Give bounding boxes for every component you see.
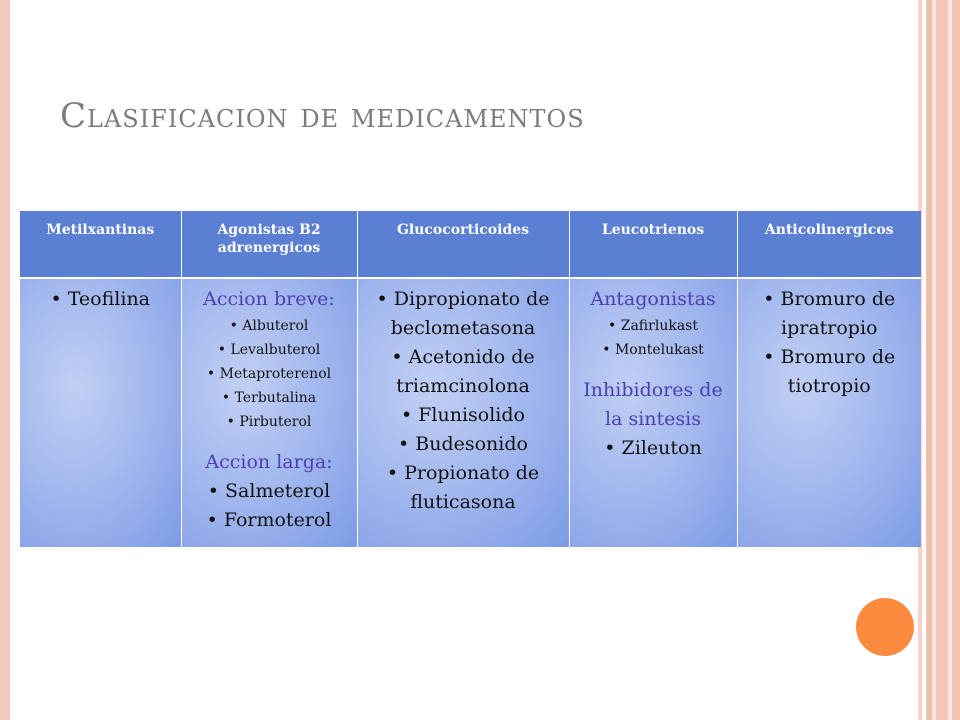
left-border-stripe — [0, 0, 10, 720]
cell-glucocorticoides — [357, 278, 569, 547]
list-item: • Budesonido — [362, 430, 565, 459]
list-item: • Pirbuterol — [186, 410, 353, 434]
right-border-stripes — [918, 0, 960, 720]
header-agonistas: Agonistas B2 adrenergicos — [181, 211, 357, 278]
list-item: • Albuterol — [186, 314, 353, 338]
cell-anticolinergicos — [737, 278, 921, 547]
list-item: • Montelukast — [574, 338, 733, 362]
subheading-inhibidores: Inhibidores de la sintesis — [583, 379, 723, 430]
cell-leucotrienos — [569, 278, 737, 547]
slide-title: Clasificacion de medicamentos — [60, 96, 585, 136]
list-item: • Terbutalina — [186, 386, 353, 410]
header-metilxantinas: Metilxantinas — [20, 211, 181, 278]
subheading-accion-breve: Accion breve: — [203, 288, 335, 310]
list-item: • Salmeterol — [186, 477, 353, 506]
list-item: • Acetonido de triamcinolona — [362, 343, 565, 401]
list-item: • Bromuro de tiotropio — [742, 343, 918, 401]
cell-metilxantinas — [20, 278, 181, 547]
list-item: • Dipropionato de beclometasona — [362, 285, 565, 343]
header-row — [20, 211, 921, 278]
header-anticolinergicos: Anticolinergicos — [737, 211, 921, 278]
subheading-antagonistas: Antagonistas — [590, 288, 716, 310]
list-item: • Flunisolido — [362, 401, 565, 430]
list-item: • Propionato de fluticasona — [362, 459, 565, 517]
accent-circle — [856, 598, 914, 656]
header-glucocorticoides: Glucocorticoides — [357, 211, 569, 278]
header-leucotrienos: Leucotrienos — [569, 211, 737, 278]
list-item: • Levalbuterol — [186, 338, 353, 362]
list-item: • Bromuro de ipratropio — [742, 285, 918, 343]
body-row — [20, 278, 921, 547]
subheading-accion-larga: Accion larga: — [205, 451, 333, 473]
list-item: • Zileuton — [574, 434, 733, 463]
list-item: • Zafirlukast — [574, 314, 733, 338]
medication-table — [20, 211, 921, 547]
list-item: • Formoterol — [186, 506, 353, 535]
list-item: • Metaproterenol — [186, 362, 353, 386]
cell-agonistas — [181, 278, 357, 547]
list-item: • Teofilina — [24, 285, 177, 314]
